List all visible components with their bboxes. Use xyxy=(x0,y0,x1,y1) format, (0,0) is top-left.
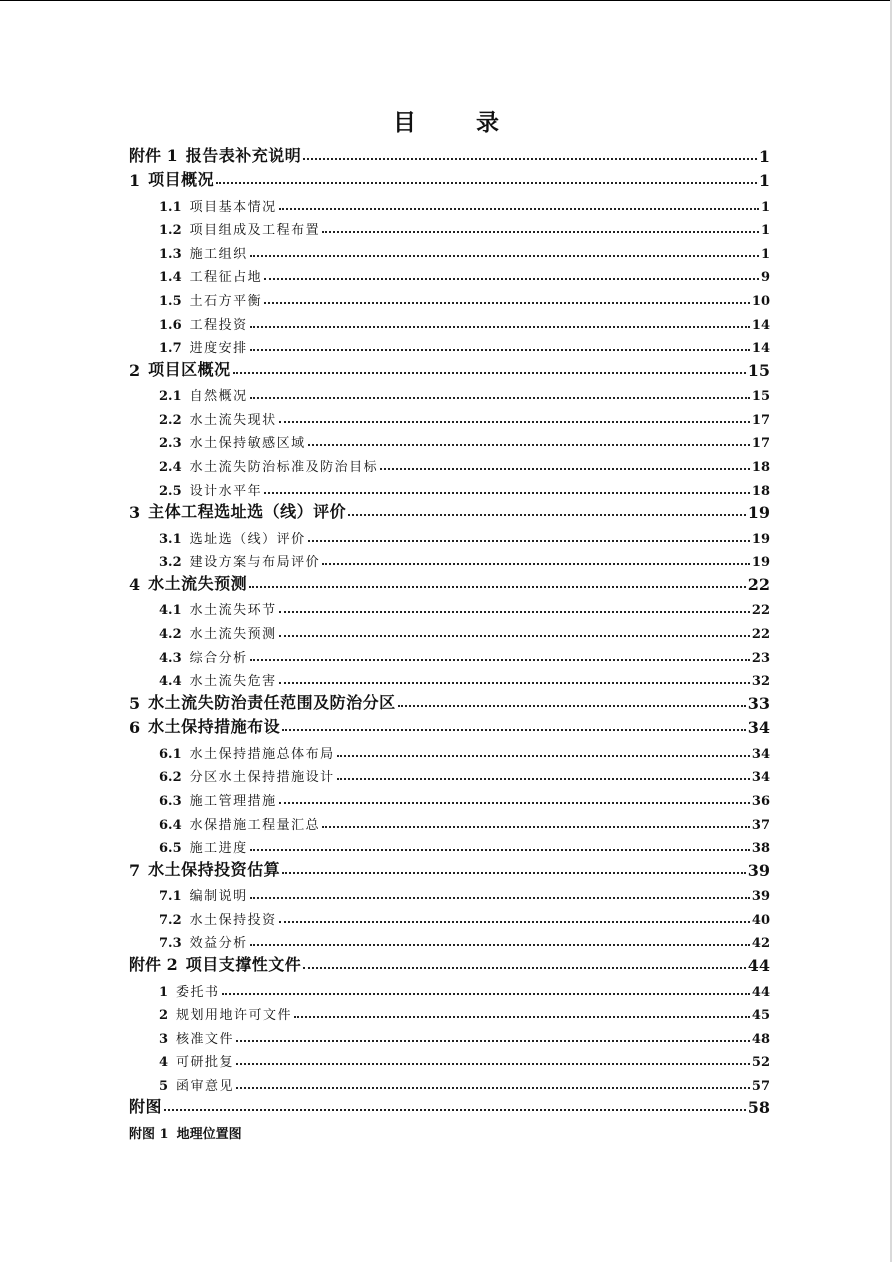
toc-entry-label: 施工进度 xyxy=(189,841,248,857)
dot-leader xyxy=(236,1087,750,1089)
toc-chapter-entry[interactable] xyxy=(129,856,770,881)
toc-section-entry[interactable] xyxy=(129,1000,770,1024)
toc-section-entry[interactable] xyxy=(129,381,770,405)
toc-entry-number: 7.2 xyxy=(159,912,182,928)
toc-entry-number: 1 xyxy=(129,171,141,190)
toc-entry-page-number: 32 xyxy=(751,674,770,690)
toc-entry-label: 水土保持投资估算 xyxy=(148,859,281,879)
toc-entry-label: 项目支撑性文件 xyxy=(185,954,302,974)
dot-leader xyxy=(216,182,757,184)
dot-leader xyxy=(264,278,759,280)
toc-section-entry[interactable] xyxy=(129,523,770,547)
toc-entry-label: 土石方平衡 xyxy=(189,293,263,309)
toc-section-entry[interactable] xyxy=(129,881,770,905)
toc-entry-page-number: 44 xyxy=(747,955,770,975)
dot-leader xyxy=(348,514,746,516)
toc-entry-number: 2.4 xyxy=(159,460,182,476)
toc-entry-page-number: 57 xyxy=(751,1078,770,1094)
toc-entry-label: 编制说明 xyxy=(189,889,248,905)
dot-leader xyxy=(236,1040,750,1042)
toc-entry-label: 水土保持措施总体布局 xyxy=(189,746,335,762)
toc-section-entry[interactable] xyxy=(129,1047,770,1071)
toc-entry-number: 2.1 xyxy=(159,389,182,405)
dot-leader xyxy=(279,635,750,637)
toc-entry-page-number: 15 xyxy=(751,389,770,405)
toc-entry-number: 7.3 xyxy=(159,936,182,952)
toc-entry-number: 3.2 xyxy=(159,555,182,571)
toc-entry-label: 水土保持措施布设 xyxy=(148,717,281,737)
dot-leader xyxy=(398,705,746,707)
toc-section-entry[interactable] xyxy=(129,262,770,286)
toc-entry-page-number: 23 xyxy=(751,650,770,666)
toc-entry-label: 水土流失危害 xyxy=(189,674,277,690)
toc-entry-number: 2.5 xyxy=(159,483,182,499)
dot-leader xyxy=(222,993,750,995)
toc-entry-page-number: 14 xyxy=(751,341,770,357)
toc-entry-label: 项目概况 xyxy=(148,170,215,189)
toc-entry-label: 施工组织 xyxy=(189,246,248,262)
toc-entry-page-number: 34 xyxy=(751,770,770,786)
toc-entry-label: 水土流失现状 xyxy=(189,412,277,428)
toc-entry-number: 4 xyxy=(129,574,141,594)
toc-entry-label: 水土流失预测 xyxy=(189,627,277,642)
toc-entry-number: 2.2 xyxy=(159,412,182,428)
toc-entry-label: 自然概况 xyxy=(189,389,248,405)
toc-entry-page-number: 42 xyxy=(751,936,770,952)
toc-section-entry[interactable] xyxy=(129,976,770,1000)
toc-section-entry[interactable] xyxy=(129,738,770,762)
dot-leader xyxy=(380,468,750,470)
toc-entry-label: 分区水土保持措施设计 xyxy=(189,770,335,786)
toc-entry-label: 水土流失预测 xyxy=(148,573,248,593)
toc-entry-page-number: 52 xyxy=(751,1055,770,1071)
toc-entry-page-number: 19 xyxy=(751,531,770,547)
toc-section-entry[interactable] xyxy=(129,547,770,571)
toc-entry-label: 水土流失防治责任范围及防治分区 xyxy=(148,692,396,712)
dot-leader xyxy=(279,421,750,423)
dot-leader xyxy=(164,1109,746,1111)
dot-leader xyxy=(337,778,750,780)
toc-entry-number: 1 xyxy=(159,984,169,1000)
toc-entry-label: 地理位置图 xyxy=(176,1127,242,1142)
toc-entry-label: 工程征占地 xyxy=(189,270,263,286)
toc-entry-page-number: 9 xyxy=(760,270,770,286)
toc-section-entry[interactable] xyxy=(129,904,770,928)
dot-leader xyxy=(250,255,759,257)
toc-entry-number: 6.5 xyxy=(159,841,182,857)
toc-section-entry[interactable] xyxy=(129,785,770,809)
toc-section-entry[interactable] xyxy=(129,1023,770,1047)
toc-entry-number: 1.1 xyxy=(159,199,182,215)
toc-entry-number: 4.4 xyxy=(159,674,182,690)
toc-entry-number: 6.4 xyxy=(159,817,182,833)
toc-figure-entry[interactable] xyxy=(129,1118,770,1142)
dot-leader xyxy=(322,563,750,565)
toc-entry-label: 项目组成及工程布置 xyxy=(189,223,321,239)
toc-entry-number: 5 xyxy=(159,1078,169,1094)
toc-entry-page-number: 10 xyxy=(751,293,770,309)
toc-entry-page-number: 1 xyxy=(760,246,770,262)
toc-entry-number: 3.1 xyxy=(159,531,182,547)
toc-section-entry[interactable] xyxy=(129,215,770,239)
toc-entry-number: 7 xyxy=(129,860,141,880)
toc-entry-label: 核准文件 xyxy=(176,1031,235,1047)
dot-leader xyxy=(337,755,750,757)
toc-entry-label: 综合分析 xyxy=(189,650,248,666)
dot-leader xyxy=(250,349,750,351)
toc-entry-number: 4.2 xyxy=(159,627,182,642)
toc-section-entry[interactable] xyxy=(129,191,770,215)
toc-entry-label: 设计水平年 xyxy=(189,483,263,499)
toc-entry-page-number: 22 xyxy=(751,603,770,619)
toc-entry-page-number: 18 xyxy=(751,483,770,499)
dot-leader xyxy=(308,540,750,542)
toc-entry-page-number: 39 xyxy=(747,860,770,880)
toc-entry-label: 水土保持投资 xyxy=(189,912,277,928)
toc-entry-label: 水土保持敏感区域 xyxy=(189,436,306,452)
toc-entry-page-number: 48 xyxy=(751,1031,770,1047)
toc-section-entry[interactable] xyxy=(129,618,770,642)
toc-entry-number: 5 xyxy=(129,693,141,713)
toc-entry-page-number: 1 xyxy=(758,146,770,166)
toc-entry-page-number: 17 xyxy=(751,412,770,428)
toc-entry-page-number: 38 xyxy=(751,841,770,857)
toc-section-entry[interactable] xyxy=(129,809,770,833)
toc-entry-label: 报告表补充说明 xyxy=(185,145,302,165)
toc-entry-number: 4.1 xyxy=(159,603,182,619)
dot-leader xyxy=(303,967,746,969)
table-of-contents xyxy=(129,142,770,1142)
toc-entry-page-number: 1 xyxy=(758,171,770,190)
toc-section-entry[interactable] xyxy=(129,285,770,309)
dot-leader xyxy=(250,659,750,661)
toc-entry-number: 1.6 xyxy=(159,317,182,333)
toc-section-entry[interactable] xyxy=(129,642,770,666)
toc-entry-page-number: 58 xyxy=(747,1098,770,1118)
toc-entry-label: 项目区概况 xyxy=(148,359,231,379)
toc-section-entry[interactable] xyxy=(129,333,770,357)
toc-chapter-entry[interactable] xyxy=(129,167,770,192)
toc-entry-page-number: 36 xyxy=(751,793,770,809)
toc-entry-page-number: 44 xyxy=(751,984,770,1000)
toc-entry-page-number: 45 xyxy=(751,1008,770,1024)
toc-entry-label: 附图 xyxy=(129,1097,163,1117)
dot-leader xyxy=(250,944,750,946)
toc-entry-page-number: 37 xyxy=(751,817,770,833)
toc-entry-page-number: 22 xyxy=(751,627,770,642)
toc-chapter-entry[interactable] xyxy=(129,356,770,381)
toc-chapter-entry[interactable] xyxy=(129,499,770,524)
toc-entry-number: 4 xyxy=(159,1055,169,1071)
toc-section-entry[interactable] xyxy=(129,451,770,475)
toc-section-entry[interactable] xyxy=(129,928,770,952)
dot-leader xyxy=(236,1063,750,1065)
toc-entry-page-number: 34 xyxy=(751,746,770,762)
dot-leader xyxy=(279,682,750,684)
dot-leader xyxy=(308,444,750,446)
toc-entry-page-number: 34 xyxy=(747,718,770,738)
toc-entry-number: 附件 1 xyxy=(129,145,178,165)
toc-entry-label: 函审意见 xyxy=(176,1078,235,1094)
toc-entry-number: 1.4 xyxy=(159,270,182,286)
toc-entry-label: 进度安排 xyxy=(189,341,248,357)
dot-leader xyxy=(282,729,746,731)
toc-entry-page-number: 22 xyxy=(747,574,770,594)
dot-leader xyxy=(264,492,750,494)
toc-entry-page-number: 40 xyxy=(751,912,770,928)
dot-leader xyxy=(250,326,750,328)
toc-chapter-entry[interactable] xyxy=(129,714,770,739)
toc-entry-number: 6.2 xyxy=(159,770,182,786)
toc-entry-page-number: 1 xyxy=(760,223,770,239)
toc-entry-number: 6 xyxy=(129,718,141,738)
dot-leader xyxy=(264,302,750,304)
toc-entry-number: 附件 2 xyxy=(129,954,178,974)
toc-entry-page-number: 39 xyxy=(751,889,770,905)
toc-entry-label: 项目基本情况 xyxy=(189,199,277,215)
toc-entry-page-number: 17 xyxy=(751,436,770,452)
toc-section-entry[interactable] xyxy=(129,238,770,262)
toc-entry-number: 1.2 xyxy=(159,223,182,239)
toc-section-entry[interactable] xyxy=(129,428,770,452)
toc-section-entry[interactable] xyxy=(129,309,770,333)
toc-entry-page-number: 1 xyxy=(760,199,770,215)
toc-entry-page-number: 33 xyxy=(747,693,770,713)
toc-title: 目 录 xyxy=(392,109,525,136)
toc-entry-number: 2 xyxy=(129,360,141,380)
toc-entry-label: 可研批复 xyxy=(176,1055,235,1071)
toc-entry-label: 建设方案与布局评价 xyxy=(189,555,321,571)
toc-chapter-entry[interactable] xyxy=(129,1094,770,1119)
toc-entry-page-number: 18 xyxy=(751,460,770,476)
dot-leader xyxy=(233,372,746,374)
dot-leader xyxy=(249,586,746,588)
toc-entry-number: 6.1 xyxy=(159,746,182,762)
dot-leader xyxy=(279,611,750,613)
top-border-line xyxy=(0,0,892,1)
dot-leader xyxy=(279,208,759,210)
dot-leader xyxy=(279,921,750,923)
toc-section-entry[interactable] xyxy=(129,1070,770,1094)
toc-section-entry[interactable] xyxy=(129,833,770,857)
toc-entry-number: 1.5 xyxy=(159,293,182,309)
dot-leader xyxy=(303,158,757,160)
toc-entry-number: 6.3 xyxy=(159,793,182,809)
dot-leader xyxy=(294,1016,750,1018)
toc-entry-label: 规划用地许可文件 xyxy=(176,1008,293,1024)
toc-entry-number: 2 xyxy=(159,1008,169,1024)
toc-entry-page-number: 19 xyxy=(747,503,770,523)
toc-entry-number: 3 xyxy=(159,1031,169,1047)
toc-entry-number: 2.3 xyxy=(159,436,182,452)
toc-entry-number: 附图 1 xyxy=(129,1127,169,1142)
toc-entry-label: 施工管理措施 xyxy=(189,793,277,809)
toc-chapter-entry[interactable] xyxy=(129,570,770,595)
toc-entry-page-number: 19 xyxy=(751,555,770,571)
toc-entry-label: 委托书 xyxy=(176,984,220,1000)
toc-entry-label: 水土流失防治标准及防治目标 xyxy=(189,460,379,476)
toc-entry-label: 水保措施工程量汇总 xyxy=(189,817,321,833)
dot-leader xyxy=(250,897,750,899)
toc-entry-label: 效益分析 xyxy=(189,936,248,952)
toc-entry-label: 工程投资 xyxy=(189,317,248,333)
toc-entry-label: 水土流失环节 xyxy=(189,603,277,619)
toc-entry-number: 3 xyxy=(129,503,141,523)
dot-leader xyxy=(250,849,750,851)
toc-entry-label: 主体工程选址选（线）评价 xyxy=(148,502,347,522)
toc-entry-number: 4.3 xyxy=(159,650,182,666)
toc-section-entry[interactable] xyxy=(129,595,770,619)
toc-section-entry[interactable] xyxy=(129,475,770,499)
toc-section-entry[interactable] xyxy=(129,404,770,428)
toc-entry-number: 1.3 xyxy=(159,246,182,262)
toc-entry-page-number: 14 xyxy=(751,317,770,333)
toc-chapter-entry[interactable] xyxy=(129,142,770,167)
toc-chapter-entry[interactable] xyxy=(129,951,770,976)
toc-entry-page-number: 15 xyxy=(747,360,770,380)
dot-leader xyxy=(279,802,750,804)
toc-entry-number: 7.1 xyxy=(159,889,182,905)
dot-leader xyxy=(250,397,750,399)
dot-leader xyxy=(282,872,746,874)
dot-leader xyxy=(322,231,759,233)
dot-leader xyxy=(322,826,750,828)
toc-chapter-entry[interactable] xyxy=(129,689,770,714)
toc-section-entry[interactable] xyxy=(129,666,770,690)
toc-entry-label: 选址选（线）评价 xyxy=(189,531,306,547)
toc-section-entry[interactable] xyxy=(129,762,770,786)
toc-entry-number: 1.7 xyxy=(159,341,182,357)
